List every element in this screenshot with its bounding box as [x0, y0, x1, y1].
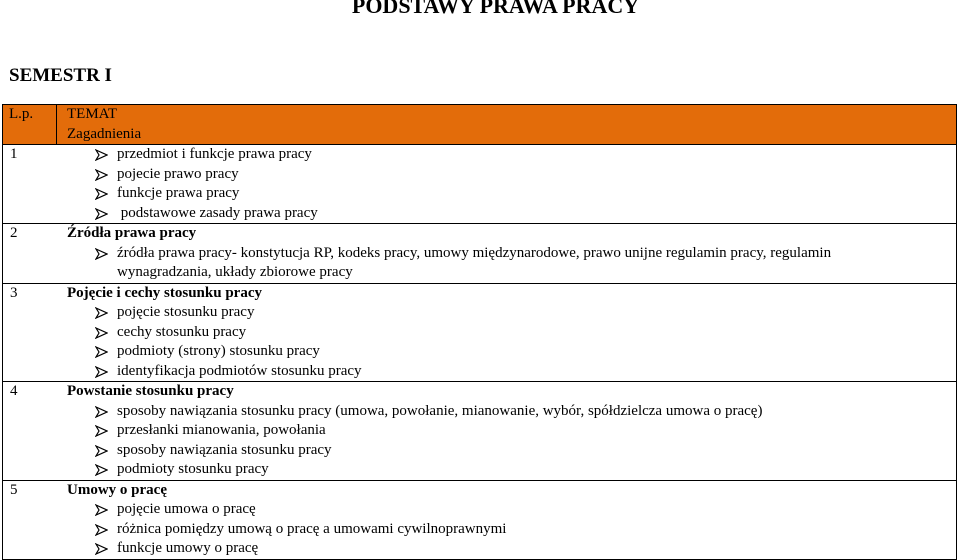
list-item [3, 460, 956, 480]
document-title: PODSTAWY PRAWA PRACY [351, 0, 640, 18]
section-title: przedmiot i funkcje prawa pracy [117, 146, 312, 162]
section-block [3, 481, 956, 559]
section-number: 1 [10, 146, 18, 162]
list-item [3, 520, 956, 540]
list-item-text: sposoby nawiązania stosunku pracy (umowa, powołanie, mianowanie, wybór, spółdzielcza umowa o pracę) [117, 402, 763, 419]
list-item-text: funkcje prawa pracy [117, 185, 240, 201]
section-title: Powstanie stosunku pracy [67, 383, 234, 399]
section-block [3, 284, 956, 383]
list-item-text: podmioty stosunku pracy [117, 461, 269, 477]
list-item-text: pojęcie umowa o pracę [117, 501, 256, 517]
arrow-bullet-icon [95, 248, 108, 260]
arrow-bullet-icon [95, 504, 108, 516]
list-item [3, 539, 956, 559]
section-title-row [3, 284, 956, 304]
section-number: 4 [10, 383, 18, 399]
list-item-text: przesłanki mianowania, powołania [117, 422, 326, 438]
arrow-bullet-icon [95, 524, 108, 536]
list-item [3, 441, 956, 461]
list-item-text: podstawowe zasady prawa pracy [117, 204, 318, 221]
list-item-text: podmioty (strony) stosunku pracy [117, 343, 320, 359]
section-title: Źródła prawa pracy [67, 225, 197, 241]
arrow-bullet-icon [95, 188, 108, 200]
section-block [3, 145, 956, 224]
semester-heading: SEMESTR I [9, 65, 112, 86]
section-title-row [3, 382, 956, 402]
list-item [3, 421, 956, 441]
list-item [3, 342, 956, 362]
arrow-bullet-icon [95, 543, 108, 555]
table-header-row [3, 105, 957, 145]
list-item-text: pojęcie stosunku pracy [117, 304, 255, 320]
list-item-text: pojecie prawo pracy [117, 165, 239, 182]
list-item [3, 362, 956, 382]
section-number: 5 [10, 481, 18, 498]
arrow-bullet-icon [95, 406, 108, 418]
header-lp-cell [3, 105, 57, 145]
list-item-text: różnica pomiędzy umową o pracę a umowami cywilnoprawnymi [117, 520, 507, 537]
list-item-text: sposoby nawiązania stosunku pracy [117, 441, 332, 458]
list-item [3, 165, 956, 185]
section-block [3, 224, 956, 284]
section-block [3, 382, 956, 481]
list-item [3, 184, 956, 204]
section-number: 3 [10, 284, 18, 301]
list-item [3, 303, 956, 323]
list-item [3, 204, 956, 224]
arrow-bullet-icon [95, 327, 108, 339]
list-item [3, 402, 956, 422]
header-lp-label: L.p. [9, 106, 34, 122]
arrow-bullet-icon [95, 366, 108, 378]
arrow-bullet-icon [95, 307, 108, 319]
section-number: 2 [10, 225, 18, 241]
arrow-bullet-icon [95, 346, 108, 358]
list-item-text: cechy stosunku pracy [117, 323, 247, 340]
header-topic-cell [57, 105, 957, 145]
topics-table [2, 104, 957, 560]
arrow-bullet-icon [95, 464, 108, 476]
list-item-text: źródła prawa pracy- konstytucja RP, kodeks pracy, umowy międzynarodowe, prawo unijne regulamin pracy, regulamin wynagradzania, układy zbiorowe pracy [117, 244, 832, 280]
arrow-bullet-icon [95, 445, 108, 457]
header-topic-label: TEMAT [67, 106, 117, 122]
section-title-row [3, 145, 956, 165]
section-title-row [3, 481, 956, 501]
section-title: Umowy o pracę [67, 481, 167, 498]
table-body-row [3, 145, 957, 560]
arrow-bullet-icon [95, 208, 108, 220]
arrow-bullet-icon [95, 169, 108, 181]
list-item-text: funkcje umowy o pracę [117, 540, 259, 556]
list-item [3, 244, 956, 283]
arrow-bullet-icon [95, 149, 108, 161]
list-item [3, 500, 956, 520]
arrow-bullet-icon [95, 425, 108, 437]
list-item-text: identyfikacja podmiotów stosunku pracy [117, 362, 362, 379]
section-title: Pojęcie i cechy stosunku pracy [67, 284, 262, 301]
list-item [3, 323, 956, 343]
section-title-row [3, 224, 956, 244]
topics-body-cell [3, 145, 957, 560]
header-subtitle-label: Zagadnienia [67, 125, 142, 142]
